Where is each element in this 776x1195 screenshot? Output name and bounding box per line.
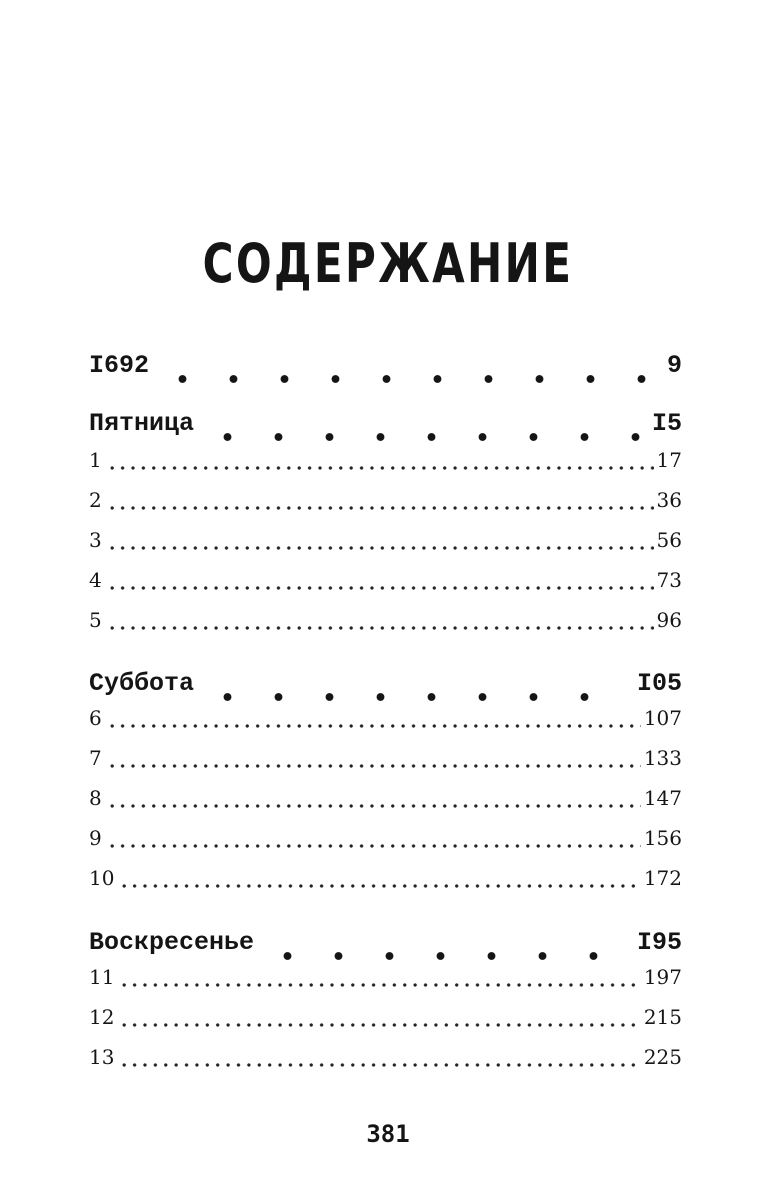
chapter-number: 2 — [89, 488, 102, 512]
chapter-page-number: 36 — [656, 488, 682, 512]
part-title: Воскресенье — [89, 927, 255, 957]
page-number: 381 — [366, 1120, 410, 1148]
entry-page-number: 9 — [666, 350, 682, 380]
chapter-number: 1 — [89, 448, 102, 472]
chapter-page-number: 133 — [643, 746, 682, 770]
toc-chapter — [89, 706, 682, 742]
part-page-number: I5 — [651, 408, 682, 438]
toc-part-friday — [89, 403, 682, 443]
toc-part-saturday — [89, 663, 682, 703]
chapter-page-number: 107 — [643, 706, 682, 730]
entry-title: I692 — [89, 350, 150, 380]
part-title: Пятница — [89, 408, 195, 438]
chapter-page-number: 96 — [656, 608, 682, 632]
toc-chapter — [89, 826, 682, 862]
chapter-number: 8 — [89, 786, 102, 810]
chapter-number: 10 — [89, 866, 115, 890]
toc-chapter — [89, 568, 682, 604]
part-title: Суббота — [89, 668, 195, 698]
contents-heading: СОДЕРЖАНИЕ — [202, 232, 574, 295]
dot-leader — [105, 621, 654, 635]
dot-leader — [202, 663, 629, 703]
dot-leader — [105, 719, 641, 733]
part-page-number: I05 — [636, 668, 682, 698]
chapter-page-number: 73 — [656, 568, 682, 592]
toc-chapter — [89, 786, 682, 822]
toc-chapter — [89, 866, 682, 902]
chapter-page-number: 172 — [643, 866, 682, 890]
dot-leader — [105, 541, 654, 555]
chapter-page-number: 197 — [643, 965, 682, 989]
part-page-number: I95 — [636, 927, 682, 957]
chapter-page-number: 147 — [643, 786, 682, 810]
chapter-number: 13 — [89, 1045, 115, 1069]
chapter-number: 11 — [89, 965, 115, 989]
dot-leader — [117, 879, 640, 893]
dot-leader — [117, 1058, 640, 1072]
dot-leader — [157, 345, 659, 385]
chapter-page-number: 56 — [656, 528, 682, 552]
dot-leader — [105, 501, 654, 515]
dot-leader — [105, 461, 654, 475]
toc-chapter — [89, 528, 682, 564]
toc-chapter — [89, 448, 682, 484]
chapter-number: 7 — [89, 746, 102, 770]
toc-chapter — [89, 488, 682, 524]
toc-chapter — [89, 1005, 682, 1041]
toc-entry-prologue — [89, 345, 682, 385]
toc-chapter — [89, 746, 682, 782]
dot-leader — [105, 839, 641, 853]
toc-chapter — [89, 965, 682, 1001]
dot-leader — [105, 759, 641, 773]
toc-chapter — [89, 608, 682, 644]
chapter-number: 6 — [89, 706, 102, 730]
dot-leader — [117, 978, 640, 992]
chapter-number: 4 — [89, 568, 102, 592]
dot-leader — [202, 403, 644, 443]
dot-leader — [262, 922, 629, 962]
dot-leader — [105, 581, 654, 595]
chapter-page-number: 156 — [643, 826, 682, 850]
chapter-number: 5 — [89, 608, 102, 632]
chapter-page-number: 17 — [656, 448, 682, 472]
chapter-number: 12 — [89, 1005, 115, 1029]
chapter-number: 9 — [89, 826, 102, 850]
toc-chapter — [89, 1045, 682, 1081]
dot-leader — [117, 1018, 640, 1032]
toc-part-sunday — [89, 922, 682, 962]
dot-leader — [105, 799, 641, 813]
chapter-page-number: 225 — [643, 1045, 682, 1069]
chapter-number: 3 — [89, 528, 102, 552]
chapter-page-number: 215 — [643, 1005, 682, 1029]
